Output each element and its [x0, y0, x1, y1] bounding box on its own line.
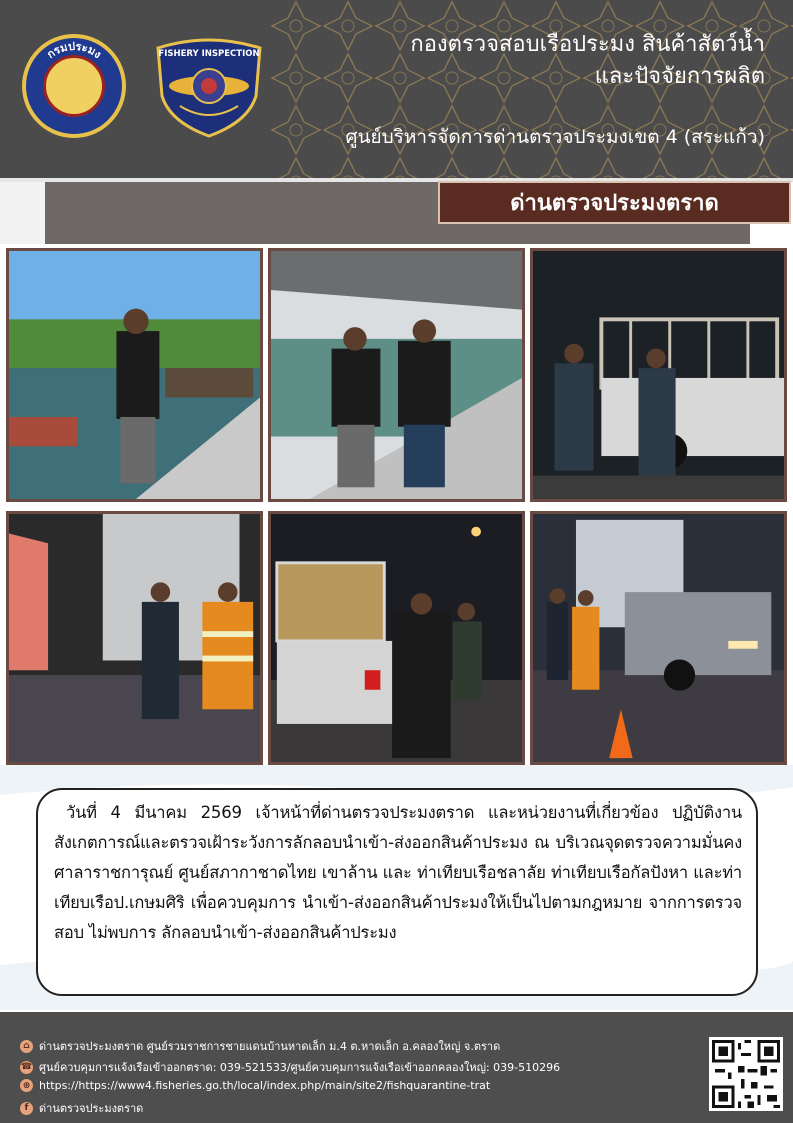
band-fade [0, 182, 45, 244]
pier-daytime-photo [6, 248, 263, 502]
home-icon: ⌂ [20, 1040, 33, 1053]
footer-phone-text: ศูนย์ควบคุมการแจ้งเรือเข้าออกตราด: 039-521533/ศูนย์ควบคุมการแจ้งเรือเข้าออกคลองใหญ่: 039-510296 [39, 1061, 561, 1074]
department-of-fisheries-logo-text [22, 34, 126, 138]
footer-address-text: ด่านตรวจประมงตราด ศูนย์รวมราชการชายแดนบ้านหาดเล็ก ม.4 ต.หาดเล็ก อ.คลองใหญ่ จ.ตราด [39, 1040, 501, 1053]
container-truck-night-photo [6, 511, 263, 765]
pickup-cargo-night-photo [268, 511, 525, 765]
footer-facebook[interactable] [20, 1099, 143, 1117]
covered-pier-photo [268, 248, 525, 502]
header-subtitle: ศูนย์บริหารจัดการด่านตรวจประมงเขต 4 (สระแก้ว) [345, 126, 765, 148]
footer-facebook-link[interactable]: ด่านตรวจประมงตราด [39, 1102, 144, 1115]
header [0, 0, 793, 178]
qr-code [709, 1037, 783, 1111]
station-name-label: ด่านตรวจประมงตราด [438, 181, 791, 224]
footer-address [20, 1037, 500, 1055]
facebook-icon: f [20, 1102, 33, 1115]
header-title-line-1: กองตรวจสอบเรือประมง สินค้าสัตว์น้ำ [410, 32, 765, 57]
fishery-inspection-badge-logo [150, 34, 268, 138]
footer-phone [20, 1058, 560, 1076]
checkpoint-night-photo [530, 511, 787, 765]
description-box [36, 788, 758, 996]
footer-website-link[interactable]: https://https://www4.fisheries.go.th/local/index.php/main/site2/fishquarantine-trat [39, 1079, 491, 1092]
footer-website[interactable] [20, 1079, 490, 1092]
header-title-line-2: และปัจจัยการผลิต [594, 64, 765, 89]
phone-icon: ☎ [20, 1062, 33, 1072]
svg-text:กรมประมง: กรมประมง [44, 39, 104, 62]
truck-inspection-night-photo [530, 248, 787, 502]
svg-text:FISHERY INSPECTION: FISHERY INSPECTION [158, 49, 260, 59]
description-paragraph: วันที่ 4 มีนาคม 2569 เจ้าหน้าที่ด่านตรวจประมงตราด และหน่วยงานที่เกี่ยวข้อง ปฏิบัติงานสังเกตการณ์และตรวจเฝ้าระวังการลักลอบนำเข้า-ส่งออกสินค้าประมง ณ บริเวณจุดตรวจความมั่นคง ศาลาราชการุณย์ ศูนย์สภากาชาดไทย เขาล้าน และ ท่าเทียบเรือชลาลัย ท่าเทียบเรือกัลปังหา และท่าเทียบเรือป.เกษมศิริ เพื่อควบคุมการ นำเข้า-ส่งออกสินค้าประมงให้เป็นไปตามกฎหมาย จากการตรวจสอบ ไม่พบการ ลักลอบนำเข้า-ส่งออกสินค้าประมง [54, 803, 742, 942]
globe-icon: ⊕ [20, 1079, 33, 1092]
